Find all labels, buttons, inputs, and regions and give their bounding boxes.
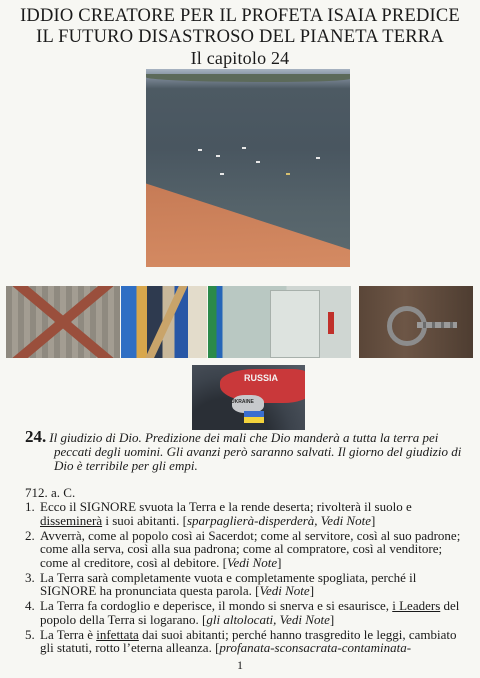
verse-bracket: ] <box>309 583 315 598</box>
colored-wall-photo <box>121 286 207 358</box>
verse-text: Avverrà, come al popolo così ai Sacerdot; come al servitore, così al suo padrone; come alla serva, così alla sua padrona; come al compratore, così al venditore; come al creditore, così al debitore. [ <box>40 527 461 570</box>
shore <box>146 177 350 267</box>
boat <box>286 173 290 175</box>
boat <box>220 173 224 175</box>
door <box>270 290 320 358</box>
verse-number: 2. <box>25 527 35 543</box>
chapter-summary <box>25 427 465 473</box>
verse-2 <box>25 529 470 570</box>
verse-note: Vedi Note <box>226 554 278 570</box>
verse-note: sparpaglierà-disperderà, Vedi Note <box>186 512 371 528</box>
verse-list <box>25 500 470 656</box>
verse-number: 4. <box>25 598 35 613</box>
chapter-intro-rest: peccati degli uomini. Gli avanzi però saranno salvati. Il giorno del giudizio di Dio è terribile per gli empi. <box>54 444 462 473</box>
hallway-door-photo <box>208 286 351 358</box>
date-line: 712. a. C. <box>25 485 76 500</box>
page-number: 1 <box>237 658 243 672</box>
verse-4 <box>25 599 470 626</box>
verse-text: del popolo della Terra si logarano. [ <box>40 598 460 627</box>
verse-text: dai suoi abitanti; perché hanno trasgredito le leggi, cambiato gli statuti, rotto l’eterna alleanza. [ <box>40 626 457 655</box>
chapter-number: 24. <box>25 427 47 446</box>
verse-note: Vedi Note <box>259 583 310 598</box>
verse-text: i suoi abitanti. [ <box>102 512 187 528</box>
verse-number: 5. <box>25 626 35 642</box>
title-line-2: IL FUTURO DISASTROSO DEL PIANETA TERRA <box>36 27 444 47</box>
verse-underlined-word: infettata <box>96 626 139 642</box>
verse-3 <box>25 571 470 598</box>
hills <box>146 74 350 82</box>
verse-text: La Terra fa cordoglio e deperisce, il mondo si snerva e si esaurisce, <box>40 598 393 613</box>
boat <box>316 157 320 159</box>
title-line-1: IDDIO CREATORE PER IL PROFETA ISAIA PREDICE <box>20 6 460 26</box>
wooden-plank <box>142 286 187 358</box>
verse-text: La Terra sarà completamente vuota e completamente spogliata, perché il SIGNORE ha pronunciata questa parola. [ <box>40 569 417 598</box>
verse-bracket: ] <box>329 611 335 627</box>
verse-text: Ecco il SIGNORE svuota la Terra e la rende deserta; rivolterà il suolo e <box>40 499 412 514</box>
boat <box>198 149 202 151</box>
shuttered-window-photo <box>6 286 120 358</box>
chapter-intro-first: Il giudizio di Dio. Predizione dei mali che Dio manderà a tutta la terra pei <box>49 430 439 445</box>
map-label-ukraine: UKRAINE <box>231 399 254 405</box>
boat <box>216 155 220 157</box>
chained-door-photo <box>359 286 473 358</box>
boat <box>242 147 246 149</box>
verse-underlined-word: disseminerà <box>40 512 103 528</box>
ukraine-flag-icon <box>244 411 264 423</box>
verse-bracket: ] <box>370 512 376 528</box>
chain <box>417 322 457 328</box>
bay-photo <box>146 69 350 267</box>
verse-5 <box>25 628 470 655</box>
verse-1 <box>25 500 470 527</box>
verse-note: gli altolocati, Vedi Note <box>206 611 330 627</box>
map-label-russia: RUSSIA <box>244 373 279 383</box>
russia-ukraine-map <box>192 365 305 430</box>
verse-number: 1. <box>25 499 35 514</box>
verse-underlined-word: i Leaders <box>392 598 441 613</box>
fire-extinguisher <box>328 312 334 334</box>
boat <box>256 161 260 163</box>
verse-text: La Terra è <box>40 626 97 642</box>
chapter-heading: Il capitolo 24 <box>190 48 290 68</box>
verse-bracket: ] <box>277 554 282 570</box>
verse-note: profanata-sconsacrata-contaminata- <box>219 640 412 655</box>
verse-number: 3. <box>25 569 35 585</box>
